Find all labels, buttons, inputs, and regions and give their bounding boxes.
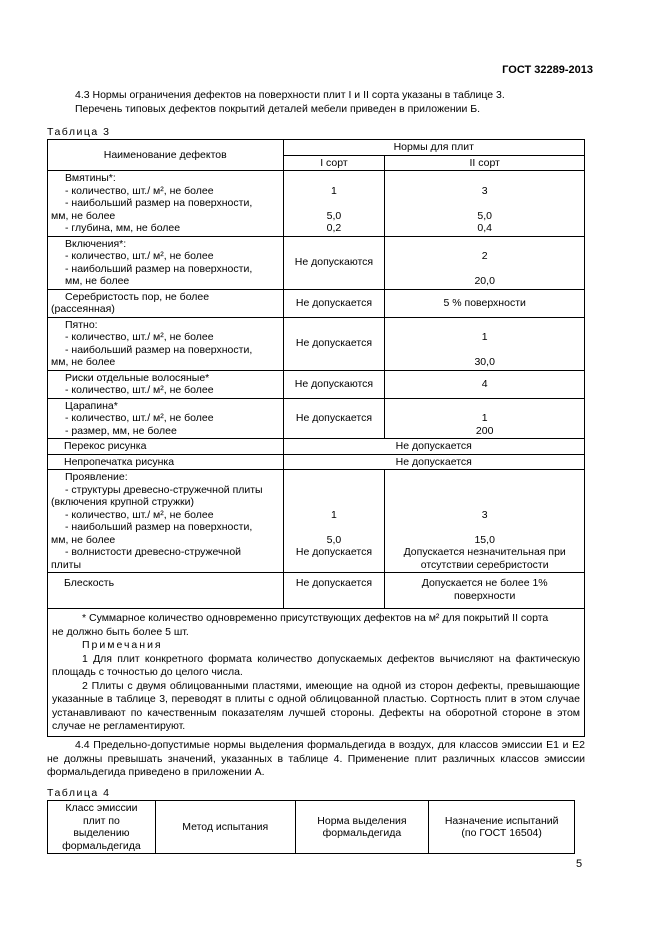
t4-c1-l2: плит по: [82, 814, 120, 827]
ser-l2: (рассеянная): [51, 303, 115, 315]
pyatno-l3: мм, не более: [51, 356, 116, 368]
t4-c4-l2: (по ГОСТ 16504): [461, 827, 542, 839]
intro-line-1: 4.3 Нормы ограничения дефектов на поверхности плит I и II сорта указаны в таблице 3.: [75, 89, 505, 101]
proyav-l4: - наибольший размер на поверхности,: [65, 521, 253, 533]
proyav-l3: - количество, шт./ м², не более: [65, 508, 214, 521]
row-blesk: [48, 573, 585, 609]
t4-c3-l2: формальдегида: [322, 827, 402, 839]
perekos-name: Перекос рисунка: [48, 439, 284, 455]
table-4: [47, 800, 575, 854]
blesk-s1: Не допускается: [283, 573, 385, 609]
proyav-s1-wave: Не допускается: [295, 546, 373, 558]
row-perekos: [48, 439, 585, 455]
proyav-l2: (включения крупной стружки): [51, 496, 194, 508]
blesk-s2-b: поверхности: [454, 589, 516, 602]
table4-caption: Таблица 4: [47, 787, 111, 799]
pyatno-s2-size: 30,0: [474, 356, 495, 368]
vmyatiny-s2-count: 3: [481, 184, 488, 197]
t4-c1-l4: формальдегида: [62, 839, 141, 852]
vmyatiny-s2-depth: 0,4: [477, 222, 492, 234]
vmyatiny-l3: мм, не более: [51, 209, 116, 222]
table-3: [47, 139, 585, 737]
blesk-name: Блескость: [48, 573, 284, 609]
t4-c1-l1: Класс эмиссии: [65, 802, 138, 814]
proyav-l6: - волнистости древесно-стружечной: [65, 546, 242, 558]
paragraph-4-4: 4.4 Предельно-допустимые нормы выделения формальдегида в воздух, для классов эмиссии Е1 и Е2 не должны превышать значений, указанных в таблице 4. Применение плит различных классов эмиссии формальдегида приведено в приложении А.: [47, 739, 585, 778]
proyav-l1: - структуры древесно-стружечной плиты: [65, 483, 263, 496]
proyav-s2-size: 15,0: [474, 533, 495, 546]
tsar-title: Царапина*: [65, 399, 118, 412]
neprop-value: Не допускается: [283, 454, 585, 470]
row-pyatno: [48, 317, 585, 370]
page-number: 5: [576, 858, 583, 870]
vmyatiny-title: Вмятины*:: [65, 172, 116, 184]
head-norms: Нормы для плит: [283, 140, 585, 156]
tsar-s2-size: 200: [475, 424, 494, 437]
row-tsarapina: [48, 398, 585, 439]
vmyatiny-l4: - глубина, мм, не более: [65, 222, 181, 234]
proyav-s1-size: 5,0: [326, 533, 342, 546]
tsar-s1: Не допускается: [283, 398, 385, 439]
row-riski: [48, 370, 585, 398]
row-serebristost: [48, 289, 585, 317]
notes-title: Примечания: [82, 639, 163, 651]
note-2: 2 Плиты с двумя облицованными пластями, имеющие на одной из сторон дефекты, превышающие указанные в таблице 3, переводят в плиты с одной облицованной пластью. Сортность плит в этом случае устанавливают по качественным показателям лучшей стороны. Дефекты на оборотной стороне в этом случае не регламентируют.: [52, 679, 580, 732]
proyav-s2-wave-2: отсутствии серебристости: [420, 558, 549, 571]
tsar-l2: - размер, мм, не более: [65, 424, 177, 437]
vkl-l1: - количество, шт./ м², не более: [65, 250, 214, 262]
vmyatiny-s1-depth: 0,2: [326, 222, 342, 234]
head-name: Наименование дефектов: [48, 140, 284, 171]
t4-method: Метод испытания: [155, 801, 295, 854]
row-footnote: [48, 609, 585, 737]
vkl-s1: Не допускаются: [283, 236, 385, 289]
riski-l2: - количество, шт./ м², не более: [65, 384, 214, 396]
proyav-title: Проявление:: [65, 471, 128, 483]
proyav-s1-count: 1: [331, 508, 337, 521]
blesk-s2-a: Допускается не более 1%: [421, 577, 548, 589]
head-sort2: II сорт: [385, 155, 585, 171]
proyav-s2-wave-1: Допускается незначительная при: [403, 546, 566, 558]
footnote-l2: не должно быть более 5 шт.: [52, 625, 189, 638]
vkl-s2-count: 2: [481, 250, 488, 262]
pyatno-s2-count: 1: [481, 331, 488, 343]
head-sort1: I сорт: [283, 155, 385, 171]
vmyatiny-s2-size: 5,0: [477, 209, 492, 222]
riski-l1: Риски отдельные волосяные*: [65, 371, 210, 384]
vkl-s2-size: 20,0: [474, 275, 495, 287]
row-nepropechatka: [48, 454, 585, 470]
proyav-l5: мм, не более: [51, 533, 116, 546]
vkl-l2: - наибольший размер на поверхности,: [65, 262, 253, 275]
vmyatiny-l1: - количество, шт./ м², не более: [65, 184, 214, 197]
standard-header: ГОСТ 32289-2013: [502, 64, 593, 76]
table3-caption: Таблица 3: [47, 126, 111, 138]
intro-line-2: Перечень типовых дефектов покрытий деталей мебели приведен в приложении Б.: [75, 103, 481, 115]
row-vmyatiny: [48, 171, 585, 237]
vmyatiny-s1-count: 1: [331, 184, 337, 197]
vmyatiny-s1-size: 5,0: [326, 209, 342, 222]
intro-paragraph: [75, 88, 595, 116]
t4-c3-l1: Норма выделения: [317, 814, 407, 827]
t4-c1-l3: выделению: [73, 827, 130, 839]
row-vklyucheniya: [48, 236, 585, 289]
note-1: 1 Для плит конкретного формата количество допускаемых дефектов вычисляют на фактическую площадь с точностью до целого числа.: [52, 652, 580, 678]
tsar-l1: - количество, шт./ м², не более: [65, 412, 214, 424]
tsar-s2-count: 1: [481, 412, 488, 424]
footnote-l1: * Суммарное количество одновременно присутствующих дефектов на м² для покрытий II сорта: [82, 612, 549, 624]
vmyatiny-l2: - наибольший размер на поверхности,: [65, 197, 253, 209]
pyatno-l1: - количество, шт./ м², не более: [65, 331, 214, 343]
neprop-name: Непропечатка рисунка: [48, 454, 284, 470]
pyatno-l2: - наибольший размер на поверхности,: [65, 343, 253, 356]
riski-s2: 4: [385, 370, 585, 398]
ser-s1: Не допускается: [283, 289, 385, 317]
ser-s2: 5 % поверхности: [385, 289, 585, 317]
t4-c4-l1: Назначение испытаний: [444, 814, 559, 827]
pyatno-title: Пятно:: [65, 318, 98, 331]
perekos-value: Не допускается: [283, 439, 585, 455]
riski-s1: Не допускаются: [283, 370, 385, 398]
vkl-title: Включения*:: [65, 237, 127, 250]
ser-l1: Серебристость пор, не более: [65, 290, 210, 303]
vkl-l3: мм, не более: [65, 275, 130, 287]
row-proyavlenie: [48, 470, 585, 573]
pyatno-s1: Не допускается: [283, 317, 385, 370]
proyav-l7: плиты: [51, 558, 82, 571]
proyav-s2-count: 3: [481, 508, 488, 521]
